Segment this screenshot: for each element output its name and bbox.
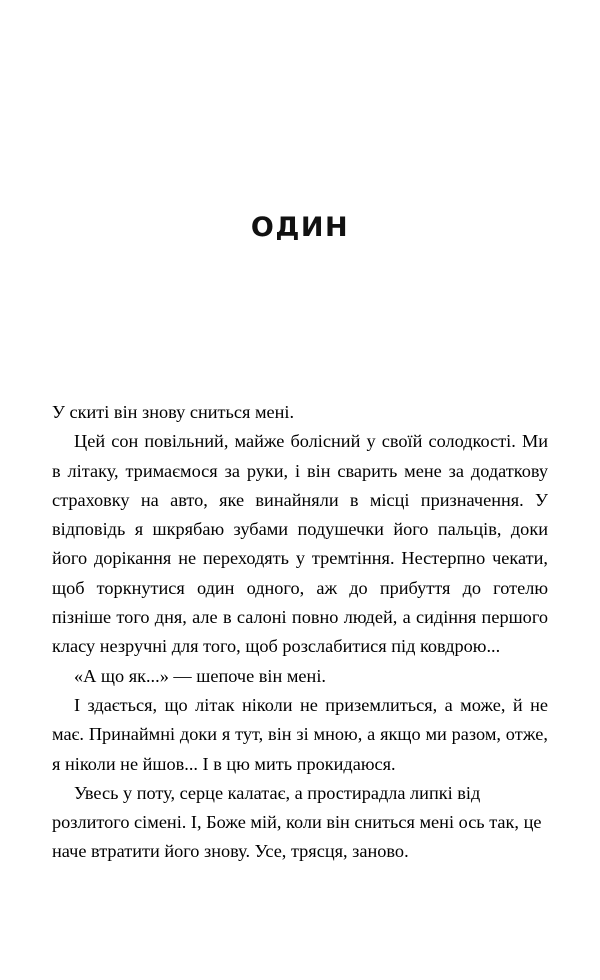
paragraph: І здається, що літак ніколи не приземлиться, а може, й не має. Принаймні доки я тут, він зі мною, а якщо ми разом, отже, я ніколи не йшов... І в цю мить прокидаюся. bbox=[52, 694, 548, 774]
paragraph: У скиті він знову сниться мені. bbox=[52, 402, 295, 422]
chapter-title: ОДИН bbox=[250, 212, 350, 243]
paragraph: Цей сон повільний, майже болісний у своїй солодкості. Ми в літаку, тримаємося за руки, і він сварить мене за додаткову страховку на авто, яке винайняли в місці призначення. У відповідь я шкрябаю зубами подушечки його пальців, доки його дорікання не переходять у тремтіння. Нестерпно чекати, щоб торкнутися один одного, аж до прибуття до готелю пізніше того дня, але в салоні повно людей, а сидіння першого класу незручні для того, щоб розслабитися під ковдрою... bbox=[52, 431, 548, 657]
body-text bbox=[52, 398, 548, 867]
paragraph: Увесь у поту, серце калатає, а простирадла липкі від розлитого сімені. І, Боже мій, коли він сниться мені ось так, це наче втратити його знову. Усе, трясця, заново. bbox=[52, 782, 542, 862]
paragraph: «А що як...» — шепоче він мені. bbox=[74, 665, 326, 686]
